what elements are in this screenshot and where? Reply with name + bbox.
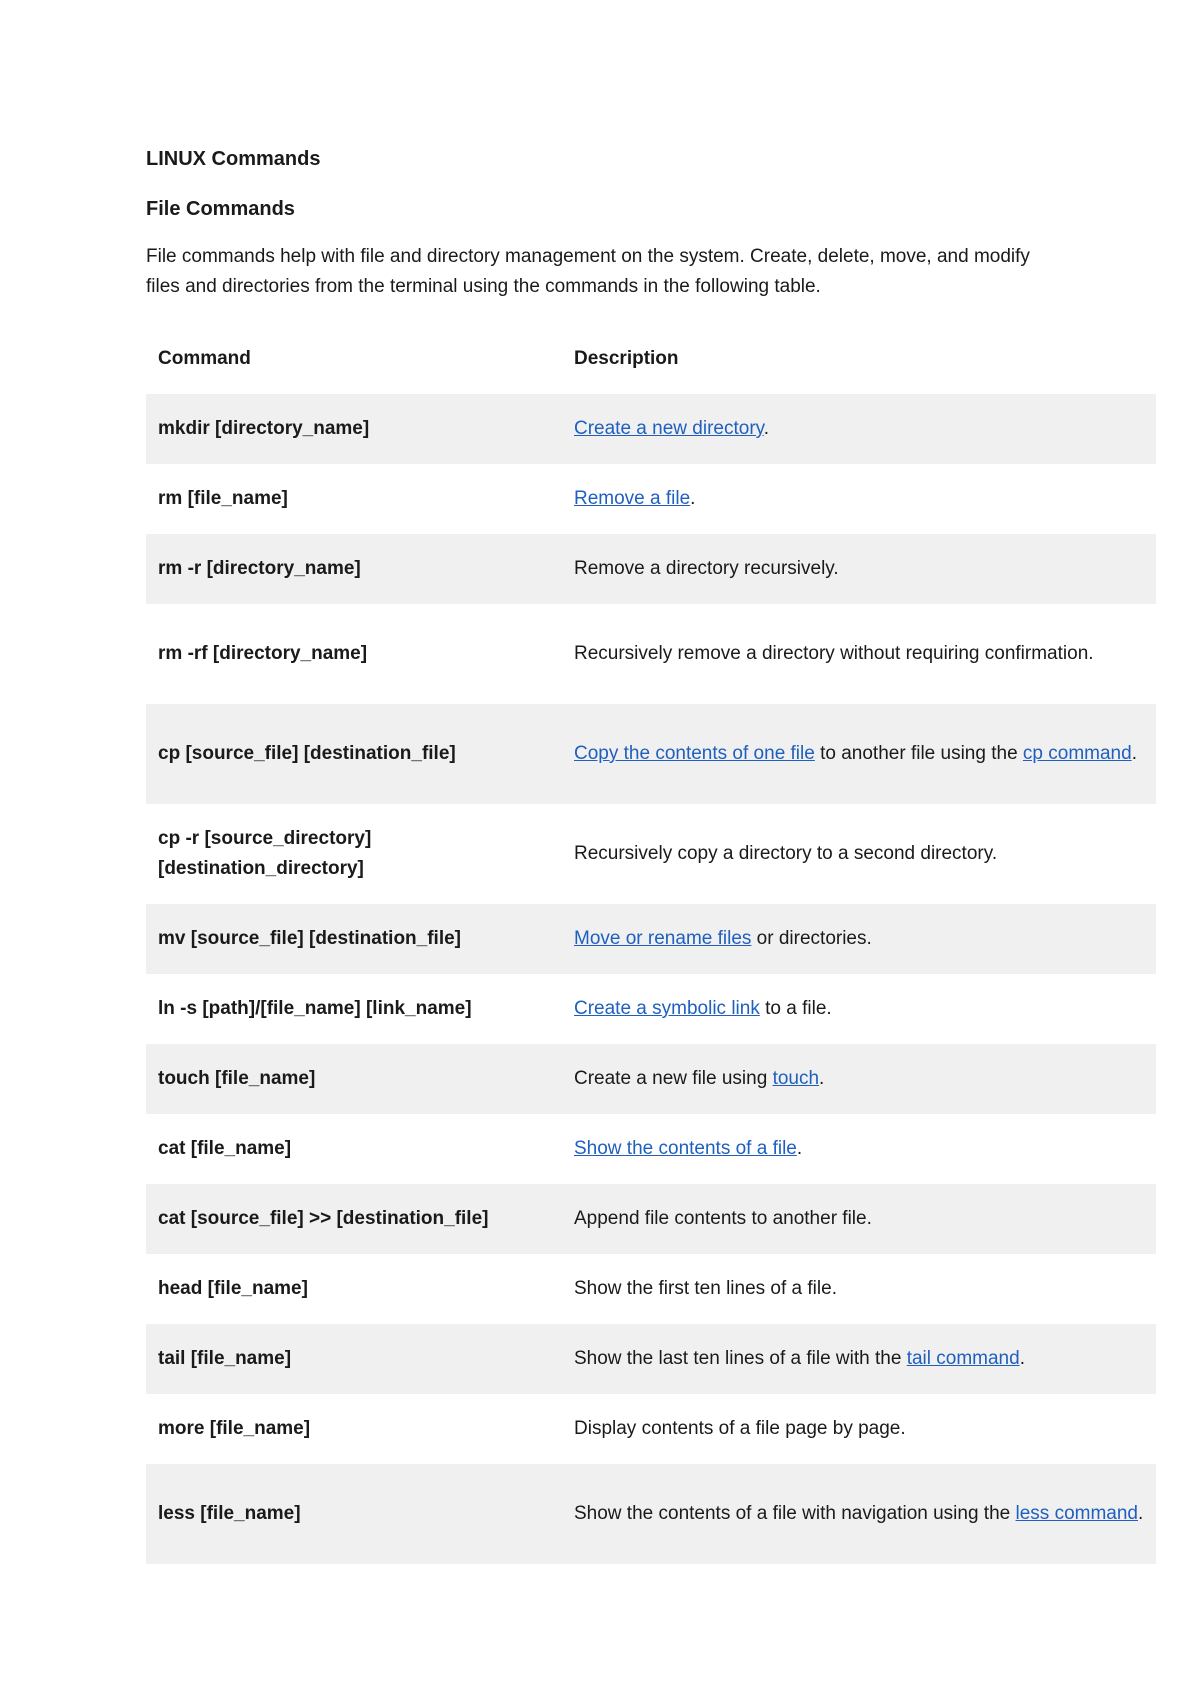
description-cell bbox=[562, 1464, 1156, 1564]
description-link-secondary[interactable]: cp command bbox=[1022, 743, 1132, 764]
description-link[interactable]: Remove a file bbox=[574, 488, 691, 509]
table-row bbox=[146, 1324, 1156, 1394]
description-link[interactable]: Move or rename files bbox=[574, 928, 752, 949]
description-cell bbox=[562, 1044, 1156, 1114]
description-text: . bbox=[796, 1138, 803, 1159]
document-title: LINUX Commands bbox=[146, 148, 321, 170]
table-row bbox=[146, 904, 1156, 974]
command-cell: mv [source_file] [destination_file] bbox=[158, 928, 462, 949]
description-cell: Recursively remove a directory without requiring confirmation. bbox=[574, 643, 1094, 664]
description-cell: Remove a directory recursively. bbox=[574, 558, 839, 579]
section-title: File Commands bbox=[146, 198, 295, 220]
command-cell: mkdir [directory_name] bbox=[158, 418, 370, 439]
table-row bbox=[146, 1254, 1156, 1324]
header-command: Command bbox=[158, 348, 251, 369]
description-cell bbox=[562, 1324, 1156, 1394]
table-row bbox=[146, 1184, 1156, 1254]
intro-paragraph: File commands help with file and directory management on the system. Create, delete, move, and modify files and directories from the terminal using the commands in the following table. bbox=[146, 246, 1030, 297]
table-row bbox=[146, 1464, 1156, 1564]
command-cell: cat [file_name] bbox=[158, 1138, 292, 1159]
description-cell bbox=[562, 904, 1156, 974]
description-text-end: . bbox=[1138, 1503, 1144, 1524]
description-text: . bbox=[763, 418, 770, 439]
table-row bbox=[146, 464, 1156, 534]
table-row bbox=[146, 804, 1156, 904]
description-link[interactable]: Show the contents of a file bbox=[574, 1138, 797, 1159]
description-text-end: . bbox=[1131, 743, 1137, 764]
document-page bbox=[146, 146, 1156, 1564]
description-text-end: . bbox=[819, 1068, 825, 1089]
description-link[interactable]: less command bbox=[1015, 1503, 1138, 1524]
command-cell: less [file_name] bbox=[158, 1503, 301, 1524]
table-row bbox=[146, 534, 1156, 604]
table-row bbox=[146, 1394, 1156, 1464]
command-cell: cp [source_file] [destination_file] bbox=[158, 743, 456, 764]
command-cell: more [file_name] bbox=[158, 1418, 311, 1439]
description-text: Show the last ten lines of a file with the bbox=[574, 1348, 907, 1369]
table-row bbox=[146, 394, 1156, 464]
command-cell: rm -r [directory_name] bbox=[158, 558, 361, 579]
description-link[interactable]: Create a new directory bbox=[574, 418, 764, 439]
header-description: Description bbox=[574, 348, 679, 369]
description-link[interactable]: touch bbox=[772, 1068, 820, 1089]
command-cell: rm [file_name] bbox=[158, 488, 288, 509]
description-text-end: . bbox=[1019, 1348, 1025, 1369]
description-cell: Recursively copy a directory to a second directory. bbox=[574, 843, 998, 864]
commands-table bbox=[146, 324, 1156, 1564]
description-cell bbox=[562, 974, 1156, 1044]
command-cell: head [file_name] bbox=[158, 1278, 308, 1299]
description-cell bbox=[562, 464, 1156, 534]
table-row bbox=[146, 1044, 1156, 1114]
command-cell: cp -r [source_directory] [destination_directory] bbox=[158, 828, 372, 879]
description-link[interactable]: Copy the contents of one file bbox=[574, 743, 815, 764]
description-text: . bbox=[690, 488, 696, 509]
command-cell: tail [file_name] bbox=[158, 1348, 292, 1369]
description-text: Create a new file using bbox=[574, 1068, 773, 1089]
command-cell: rm -rf [directory_name] bbox=[158, 643, 368, 664]
description-cell: Show the first ten lines of a file. bbox=[574, 1278, 837, 1299]
command-cell: ln -s [path]/[file_name] [link_name] bbox=[158, 998, 472, 1019]
description-cell bbox=[562, 394, 1156, 464]
command-cell: touch [file_name] bbox=[158, 1068, 316, 1089]
description-link[interactable]: tail command bbox=[906, 1348, 1020, 1369]
table-row bbox=[146, 974, 1156, 1044]
description-cell: Display contents of a file page by page. bbox=[574, 1418, 906, 1439]
table-row bbox=[146, 1114, 1156, 1184]
table-header-row bbox=[146, 324, 1156, 394]
table-row bbox=[146, 704, 1156, 804]
description-cell bbox=[562, 704, 1156, 804]
description-link[interactable]: Create a symbolic link bbox=[574, 998, 760, 1019]
description-cell: Append file contents to another file. bbox=[574, 1208, 872, 1229]
table-row bbox=[146, 604, 1156, 704]
description-text: to another file using the bbox=[814, 743, 1023, 764]
description-text: or directories. bbox=[751, 928, 872, 949]
command-cell: cat [source_file] >> [destination_file] bbox=[158, 1208, 489, 1229]
description-text: to a file. bbox=[759, 998, 832, 1019]
description-cell bbox=[562, 1114, 1156, 1184]
description-text: Show the contents of a file with navigation using the bbox=[574, 1503, 1016, 1524]
